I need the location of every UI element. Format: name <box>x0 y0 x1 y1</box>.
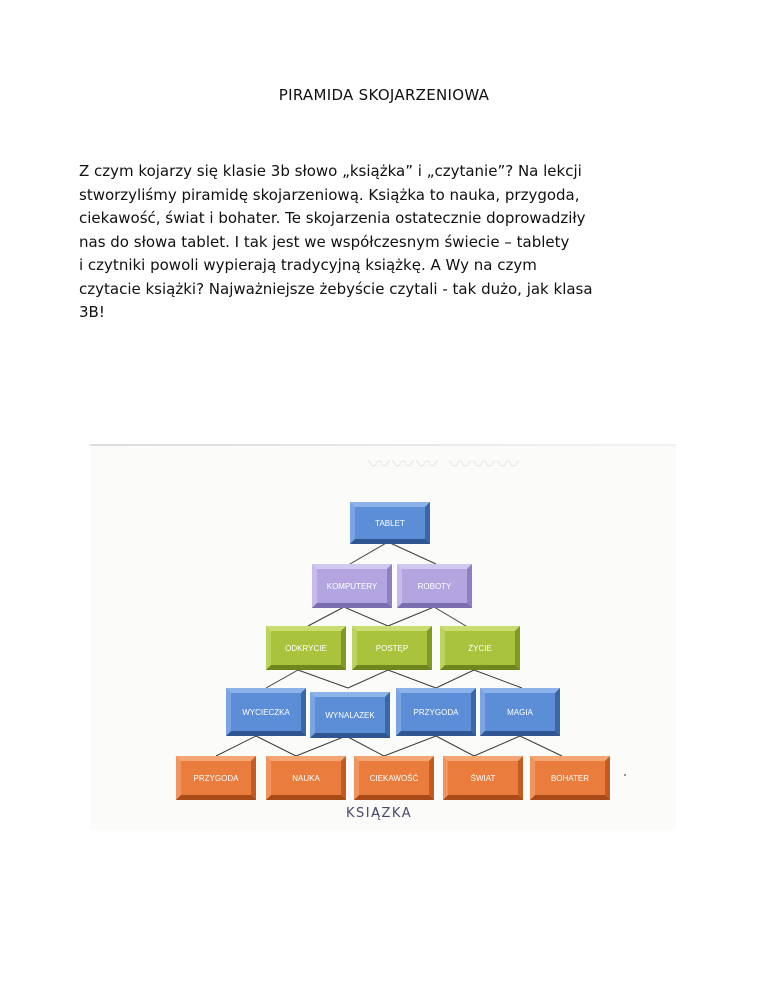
pyramid-box-komputery: KOMPUTERY <box>312 564 392 608</box>
pyramid-box-magia: MAGIA <box>480 688 560 736</box>
handwritten-label: KSIĄZKA <box>346 806 413 821</box>
pyramid-box-nauka: NAUKA <box>266 756 346 800</box>
pyramid-box-ciekawosc: CIEKAWOŚĆ <box>354 756 434 800</box>
paragraph-line: nas do słowa tablet. I tak jest we współczesnym świecie – tablety <box>79 232 570 251</box>
faded-writing: 〰〰〰 〰〰〰 <box>368 453 521 478</box>
paragraph-line: Z czym kojarzy się klasie 3b słowo „książka” i „czytanie”? Na lekcji <box>79 162 582 180</box>
paragraph-line: stworzyliśmy piramidę skojarzeniową. Książka to nauka, przygoda, <box>79 185 580 204</box>
document-title: PIRAMIDA SKOJARZENIOWA <box>278 86 490 104</box>
pyramid-box-wycieczka: WYCIECZKA <box>226 688 306 736</box>
pyramid-box-przygoda: PRZYGODA <box>396 688 476 736</box>
pyramid-box-postep: POSTĘP <box>352 626 432 670</box>
pyramid-box-roboty: ROBOTY <box>397 564 472 608</box>
paragraph-line: i czytniki powoli wypierają tradycyjną książkę. A Wy na czym <box>79 256 537 274</box>
pyramid-box-wynalazek: WYNALAZEK <box>310 692 390 738</box>
paragraph-line: 3B! <box>79 303 105 321</box>
photo-speck <box>624 774 626 776</box>
pyramid-box-przygoda-base: PRZYGODA <box>176 756 256 800</box>
document-paragraph <box>79 160 689 325</box>
pyramid-box-tablet: TABLET <box>350 502 430 544</box>
pyramid-photo <box>90 444 676 830</box>
pyramid-box-odkrycie: ODKRYCIE <box>266 626 346 670</box>
pyramid-box-bohater: BOHATER <box>530 756 610 800</box>
paragraph-line: ciekawość, świat i bohater. Te skojarzenia ostatecznie doprowadziły <box>79 209 586 227</box>
pyramid-box-zycie: ŻYCIE <box>440 626 520 670</box>
pyramid-box-swiat: ŚWIAT <box>443 756 523 800</box>
paragraph-line: czytacie książki? Najważniejsze żebyście czytali - tak dużo, jak klasa <box>79 279 593 298</box>
